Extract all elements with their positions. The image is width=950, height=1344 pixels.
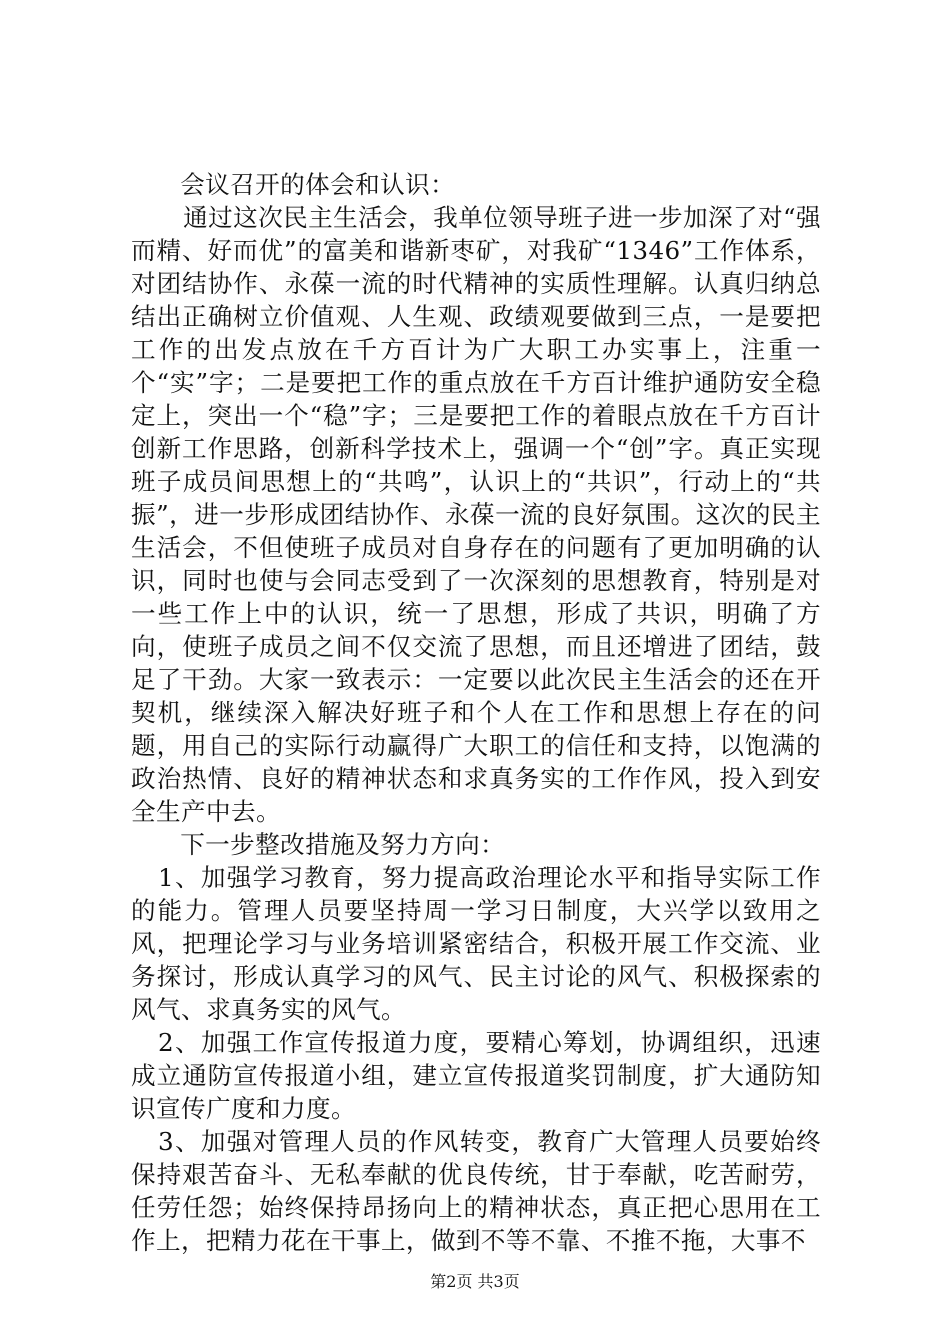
paragraph-measure-2: 2、加强工作宣传报道力度，要精心筹划，协调组织，迅速成立通防宣传报道小组，建立宣传报道奖罚制度，扩大通防知识宣传广度和力度。 — [131, 1028, 821, 1123]
document-body — [131, 168, 821, 1257]
paragraph-measure-1: 1、加强学习教育，努力提高政治理论水平和指导实际工作的能力。管理人员要坚持周一学习日制度，大兴学以致用之风，把理论学习与业务培训紧密结合，积极开展工作交流、业务探讨，形成认真学习的风气、民主讨论的风气、积极探索的风气、求真务实的风气。 — [131, 863, 821, 1024]
paragraph-measure-3: 3、加强对管理人员的作风转变，教育广大管理人员要始终保持艰苦奋斗、无私奉献的优良传统，甘于奉献，吃苦耐劳，任劳任怨；始终保持昂扬向上的精神状态，真正把心思用在工作上，把精力花在干事上，做到不等不靠、不推不拖，大事不 — [131, 1127, 821, 1255]
page-footer: 第2页 共3页 — [430, 1272, 520, 1291]
section-heading-measures: 下一步整改措施及努力方向： — [180, 830, 506, 859]
paragraph-experience: 通过这次民主生活会，我单位领导班子进一步加深了对“强而精、好而优”的富美和谐新枣矿，对我矿“1346”工作体系，对团结协作、永葆一流的时代精神的实质性理解。认真归纳总结出正确树立价值观、人生观、政绩观要做到三点，一是要把工作的出发点放在千方百计为广大职工办实事上，注重一个“实”字；二是要把工作的重点放在千方百计维护通防安全稳定上，突出一个“稳”字；三是要把工作的着眼点放在千方百计创新工作思路，创新科学技术上，强调一个“创”字。真正实现班子成员间思想上的“共鸣”，认识上的“共识”，行动上的“共振”，进一步形成团结协作、永葆一流的良好氛围。这次的民主生活会，不但使班子成员对自身存在的问题有了更加明确的认识，同时也使与会同志受到了一次深刻的思想教育，特别是对一些工作上中的认识，统一了思想，形成了共识，明确了方向，使班子成员之间不仅交流了思想，而且还增进了团结，鼓足了干劲。大家一致表示：一定要以此次民主生活会的还在开契机，继续深入解决好班子和个人在工作和思想上存在的问题，用自己的实际行动赢得广大职工的信任和支持，以饱满的政治热情、良好的精神状态和求真务实的工作作风，投入到安全生产中去。 — [131, 203, 821, 826]
section-heading-experience: 会议召开的体会和认识： — [180, 170, 456, 199]
